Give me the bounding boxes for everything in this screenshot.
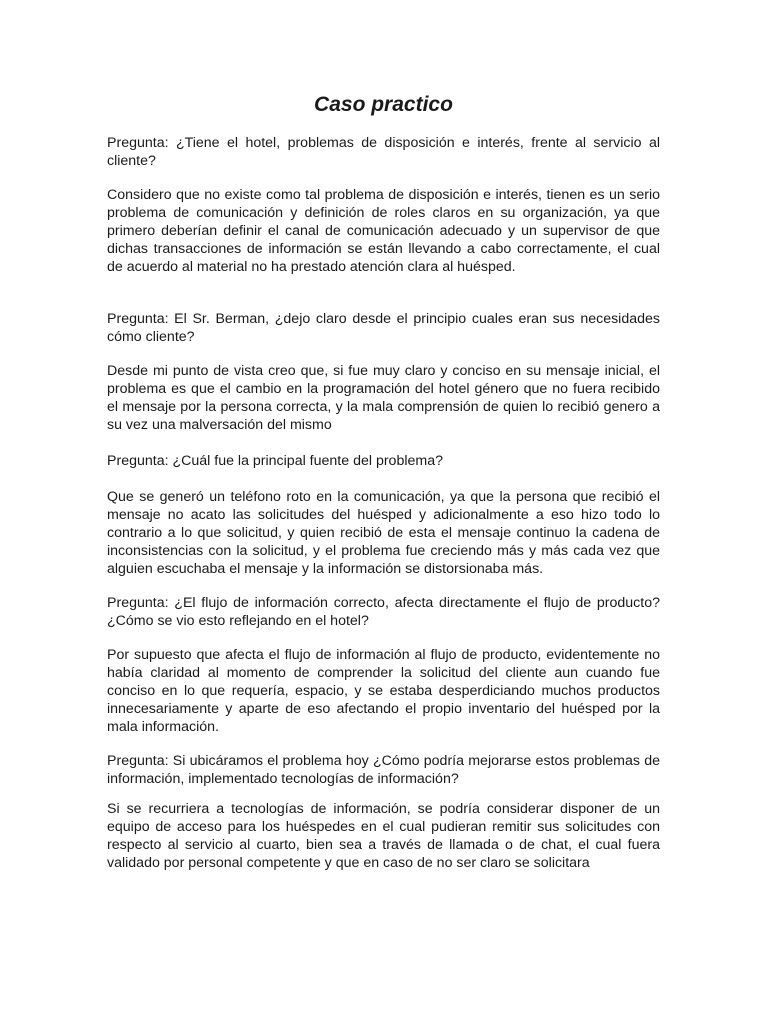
document-page — [107, 88, 660, 872]
document-title: Caso practico — [314, 93, 453, 116]
answer-4: Por supuesto que afecta el flujo de información al flujo de producto, evidentemente no había claridad al momento de comprender la solicitud del cliente aun cuando fue conciso en lo que requería, espacio, y se estaba desperdiciando muchos productos innecesariamente y aparte de eso afectando el propio inventario del huésped por la mala información. — [107, 647, 660, 735]
question-4: Pregunta: ¿El flujo de información correcto, afecta directamente el flujo de producto? ¿Cómo se vio esto reflejando en el hotel? — [107, 595, 660, 629]
question-1: Pregunta: ¿Tiene el hotel, problemas de disposición e interés, frente al servicio al cliente? — [107, 135, 660, 169]
answer-3: Que se generó un teléfono roto en la comunicación, ya que la persona que recibió el mensaje no acato las solicitudes del huésped y adicionalmente a eso hizo todo lo contrario a lo que solicitud, y quien recibió de esta el mensaje continuo la cadena de inconsistencias con la solicitud, y el problema fue creciendo más y más cada vez que alguien escuchaba el mensaje y la información se distorsionaba más. — [107, 489, 660, 577]
question-2: Pregunta: El Sr. Berman, ¿dejo claro desde el principio cuales eran sus necesidades cómo cliente? — [107, 311, 660, 345]
question-5: Pregunta: Si ubicáramos el problema hoy ¿Cómo podría mejorarse estos problemas de información, implementado tecnologías de información? — [107, 753, 660, 787]
answer-2: Desde mi punto de vista creo que, si fue muy claro y conciso en su mensaje inicial, el problema es que el cambio en la programación del hotel género que no fuera recibido el mensaje por la persona correcta, y la mala comprensión de quien lo recibió genero a su vez una malversación del mismo — [107, 363, 660, 433]
question-3: Pregunta: ¿Cuál fue la principal fuente del problema? — [107, 453, 443, 469]
answer-1: Considero que no existe como tal problema de disposición e interés, tienen es un serio problema de comunicación y definición de roles claros en su organización, ya que primero deberían definir el canal de comunicación adecuado y un supervisor de que dichas transacciones de información se están llevando a cabo correctamente, el cual de acuerdo al material no ha prestado atención clara al huésped. — [107, 187, 660, 275]
answer-5: Si se recurriera a tecnologías de información, se podría considerar disponer de un equipo de acceso para los huéspedes en el cual pudieran remitir sus solicitudes con respecto al servicio al cuarto, bien sea a través de llamada o de chat, el cual fuera validado por personal competente y que en caso de no ser claro se solicitara — [107, 801, 660, 871]
